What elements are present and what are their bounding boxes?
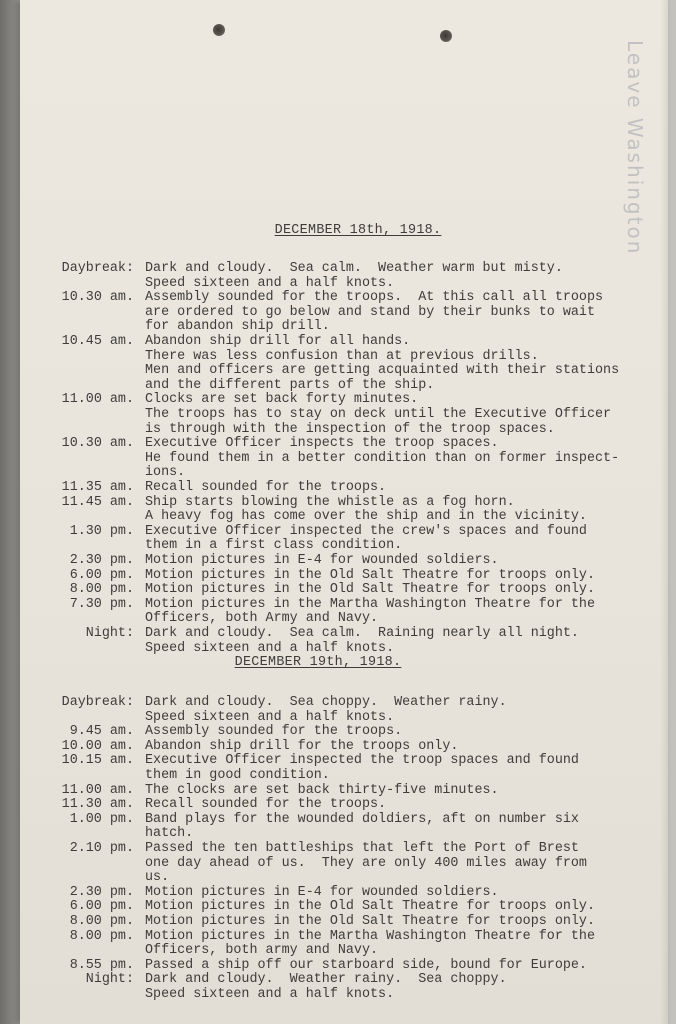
entry-time: 10.45 am.: [61, 334, 134, 349]
entry-text-line: Motion pictures in the Old Salt Theatre for troops only.: [145, 582, 595, 598]
entry-text: [145, 627, 579, 656]
entry-text: [145, 393, 611, 437]
entry-text-line: ions.: [145, 465, 186, 481]
entry-text-line: Speed sixteen and a half knots.: [145, 709, 395, 725]
entry-time: 10.00 am.: [61, 738, 134, 754]
entry-text: [145, 813, 579, 842]
entry-text-line: Assembly sounded for the troops. At this call all troops: [145, 290, 604, 306]
entry-text-line: Recall sounded for the troops.: [145, 797, 387, 813]
entry-text-line: Motion pictures in the Martha Washington Theatre for the: [145, 596, 595, 612]
entry-text-line: Dark and cloudy. Sea calm. Weather warm but misty.: [145, 261, 563, 276]
punch-hole-right: [440, 30, 452, 42]
entry-text-line: Dark and cloudy. Weather rainy. Sea choppy.: [145, 972, 507, 988]
entry-text: [145, 959, 587, 974]
section-heading-dec-18: DECEMBER 18th, 1918.: [274, 223, 442, 238]
entry-text: [145, 915, 595, 930]
entry-text: [145, 842, 587, 886]
entry-time: 1.00 pm.: [69, 811, 134, 827]
entry-text: [145, 886, 499, 901]
entry-text-line: Abandon ship drill for all hands.: [145, 334, 411, 349]
entry-text-line: Motion pictures in the Old Salt Theatre for troops only.: [145, 914, 595, 929]
entry-text-line: Executive Officer inspected the troop spaces and found: [145, 753, 579, 769]
entry-text-line: Motion pictures in the Old Salt Theatre for troops only.: [145, 567, 595, 583]
entry-time: Night:: [85, 972, 134, 988]
entry-text-line: Dark and cloudy. Sea calm. Raining nearly all night.: [145, 626, 579, 641]
entry-text-line: and the different parts of the ship.: [145, 377, 435, 393]
entry-text: [145, 262, 563, 291]
entry-time: 8.00 pm.: [69, 914, 134, 929]
entry-time: 11.45 am.: [61, 494, 134, 510]
entry-time: 2.30 pm.: [69, 884, 134, 900]
entry-time: Daybreak:: [61, 261, 134, 276]
entry-text-line: hatch.: [145, 826, 194, 842]
entry-text: [145, 583, 595, 598]
entry-text: [145, 754, 579, 783]
entry-time: 7.30 pm.: [69, 596, 134, 612]
entry-text: [145, 496, 587, 525]
entry-time: 2.30 pm.: [69, 553, 134, 568]
entry-time: 11.30 am.: [61, 797, 134, 813]
entry-text-line: Officers, both army and Navy.: [145, 943, 379, 959]
entry-text-line: is through with the inspection of the troop spaces.: [145, 421, 555, 437]
entry-text: [145, 784, 499, 799]
page-edge-shadow: [660, 0, 668, 1024]
entry-text-line: Officers, both Army and Navy.: [145, 611, 379, 627]
entry-text-line: Men and officers are getting acquainted with their stations: [145, 363, 620, 379]
entry-text-line: There was less confusion than at previous drills.: [145, 348, 539, 364]
entry-text-line: Speed sixteen and a half knots.: [145, 275, 395, 291]
entry-text-line: are ordered to go below and stand by their bunks to wait: [145, 304, 595, 320]
entry-text-line: Executive Officer inspected the crew's spaces and found: [145, 523, 587, 539]
entry-text-line: Speed sixteen and a half knots.: [145, 986, 395, 1002]
entry-text-line: He found them in a better condition than on former inspect-: [145, 450, 620, 466]
entry-text-line: Passed a ship off our starboard side, bound for Europe.: [145, 957, 587, 973]
entry-time: 8.55 pm.: [69, 957, 134, 973]
entry-text: [145, 569, 595, 584]
entry-time: Daybreak:: [61, 695, 134, 710]
entry-text-line: Abandon ship drill for the troops only.: [145, 738, 459, 754]
entry-time: 10.30 am.: [61, 436, 134, 452]
entry-text: [145, 798, 386, 813]
entry-text-line: A heavy fog has come over the ship and in the vicinity.: [145, 509, 587, 525]
entry-text-line: Motion pictures in E-4 for wounded soldiers.: [145, 884, 499, 900]
entry-text-line: us.: [145, 870, 170, 886]
entry-text-line: Dark and cloudy. Sea choppy. Weather rainy.: [145, 695, 507, 710]
punch-hole-left: [213, 24, 225, 36]
entry-time: Night:: [85, 626, 134, 641]
section-heading-dec-19: DECEMBER 19th, 1918.: [234, 655, 402, 670]
entry-text: [145, 725, 402, 740]
entry-time: 1.30 pm.: [69, 523, 134, 539]
entry-text: [145, 437, 619, 481]
entry-text-line: Assembly sounded for the troops.: [145, 724, 403, 740]
entry-time: 6.00 pm.: [69, 567, 134, 583]
entry-text-line: Executive Officer inspects the troop spaces.: [145, 436, 499, 452]
entry-text-line: Motion pictures in the Martha Washington Theatre for the: [145, 928, 595, 944]
entry-time: 11.00 am.: [61, 392, 134, 408]
entry-text-line: Motion pictures in E-4 for wounded soldiers.: [145, 553, 499, 568]
entry-text-line: them in good condition.: [145, 767, 330, 783]
entry-text: [145, 554, 499, 569]
entry-text-line: Motion pictures in the Old Salt Theatre for troops only.: [145, 899, 595, 915]
entry-text-line: Band plays for the wounded doldiers, aft on number six: [145, 811, 579, 827]
entry-time: 8.00 pm.: [69, 928, 134, 944]
entry-text-line: Ship starts blowing the whistle as a fog horn.: [145, 494, 515, 510]
entry-text-line: The clocks are set back thirty-five minutes.: [145, 782, 499, 798]
entry-text: [145, 335, 619, 393]
entry-text-line: for abandon ship drill.: [145, 319, 330, 335]
margin-handwritten-note: Leave Washington: [623, 40, 647, 256]
entry-time: 11.35 am.: [61, 480, 134, 495]
entry-time: 6.00 pm.: [69, 899, 134, 915]
entry-time: 9.45 am.: [69, 724, 134, 740]
entry-time: 2.10 pm.: [69, 841, 134, 856]
entry-time: 8.00 pm.: [69, 582, 134, 598]
entry-time: 10.15 am.: [61, 753, 134, 769]
entry-text: [145, 930, 595, 959]
entry-text: [145, 525, 587, 554]
entry-text-line: The troops has to stay on deck until the Executive Officer: [145, 406, 612, 422]
entry-text-line: Passed the ten battleships that left the Port of Brest: [145, 841, 579, 856]
entry-text-line: one day ahead of us. They are only 400 miles away from: [145, 855, 587, 871]
entry-text: [145, 481, 386, 496]
entry-text-line: Speed sixteen and a half knots.: [145, 640, 395, 656]
entry-text: [145, 740, 458, 755]
entry-text-line: Recall sounded for the troops.: [145, 480, 387, 495]
entry-time: 10.30 am.: [61, 290, 134, 306]
entry-text: [145, 973, 507, 1002]
entry-time: 11.00 am.: [61, 782, 134, 798]
entry-text-line: Clocks are set back forty minutes.: [145, 392, 419, 408]
entry-text: [145, 900, 595, 915]
entry-text: [145, 291, 603, 335]
entry-text-line: them in a first class condition.: [145, 538, 403, 554]
entry-text: [145, 696, 507, 725]
entry-text: [145, 598, 595, 627]
